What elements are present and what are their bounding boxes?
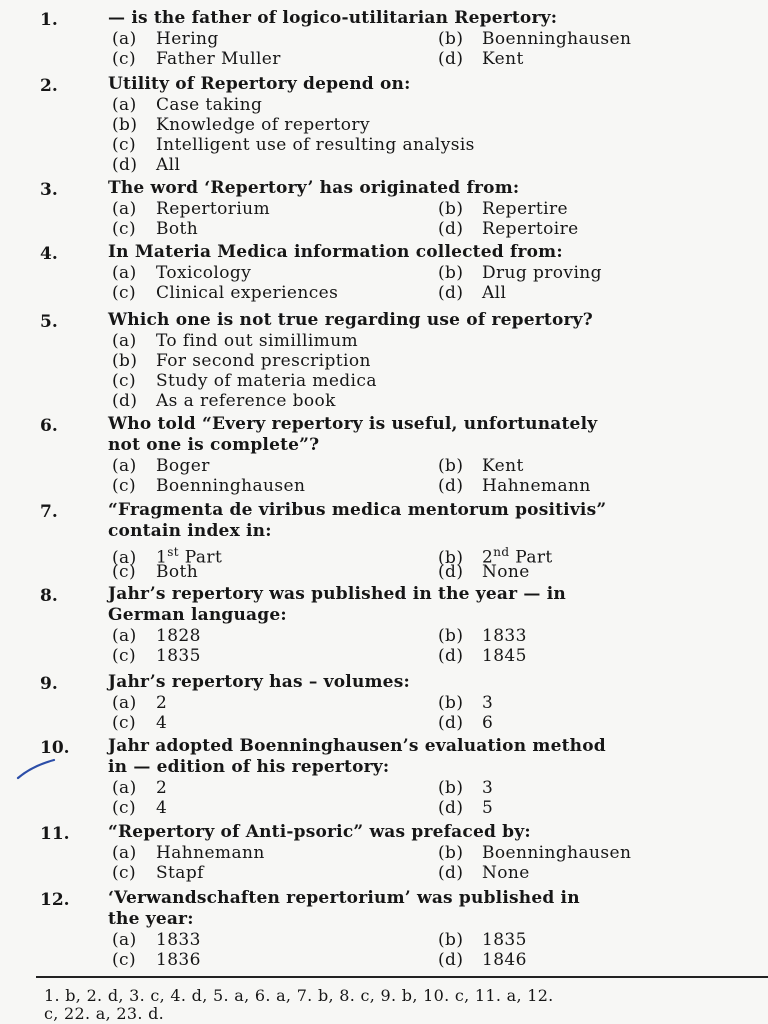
option-label: (b) xyxy=(438,930,464,950)
option-text: As a reference book xyxy=(156,391,336,411)
option-label: (d) xyxy=(438,646,464,666)
question-stem xyxy=(108,822,760,843)
answer-option xyxy=(112,476,305,496)
option-text: Both xyxy=(156,562,199,582)
option-text: Boenninghausen xyxy=(482,843,632,863)
answer-option xyxy=(112,95,262,115)
answer-option xyxy=(438,950,527,970)
option-text: 1836 xyxy=(156,950,201,970)
answer-option xyxy=(112,263,251,283)
question-stem-line: — is the father of logico-utilitarian Repertory: xyxy=(108,8,558,28)
answer-option xyxy=(112,29,219,49)
option-text: 1833 xyxy=(156,930,201,950)
question-number: 10. xyxy=(40,738,70,758)
option-label: (d) xyxy=(438,49,464,69)
option-text: All xyxy=(482,283,507,303)
question-stem xyxy=(108,672,760,693)
option-text: Both xyxy=(156,219,199,239)
option-text: 2 xyxy=(482,547,494,568)
answer-option xyxy=(438,798,493,818)
option-text: Kent xyxy=(482,456,524,476)
answer-option xyxy=(112,843,265,863)
question-stem-line: Utility of Repertory depend on: xyxy=(108,74,411,94)
question-stem xyxy=(108,310,760,331)
pen-tick-mark xyxy=(16,758,56,780)
answer-option xyxy=(438,778,493,798)
option-text: Hering xyxy=(156,29,219,49)
option-label: (b) xyxy=(112,351,138,371)
answer-option xyxy=(112,351,371,371)
question-number: 11. xyxy=(40,824,70,844)
option-text: Stapf xyxy=(156,863,204,883)
option-text: Knowledge of repertory xyxy=(156,115,370,135)
question-number: 12. xyxy=(40,890,70,910)
option-label: (b) xyxy=(438,778,464,798)
option-text: Father Muller xyxy=(156,49,281,69)
question-number: 2. xyxy=(40,76,58,96)
question-number: 5. xyxy=(40,312,58,332)
question-stem-line: in — edition of his repertory: xyxy=(108,757,390,777)
question-stem xyxy=(108,74,760,95)
question-stem xyxy=(108,414,760,456)
option-text: 1833 xyxy=(482,626,527,646)
option-text: Case taking xyxy=(156,95,263,115)
option-label: (d) xyxy=(438,713,464,733)
answer-key-line-2: c, 22. a, 23. d. xyxy=(44,1004,165,1023)
question-stem xyxy=(108,500,760,542)
question-stem xyxy=(108,8,760,29)
option-label: (c) xyxy=(112,135,136,155)
option-text: 1828 xyxy=(156,626,201,646)
option-text: Drug proving xyxy=(482,263,602,283)
option-label: (c) xyxy=(112,562,136,582)
answer-key-line-1: 1. b, 2. d, 3. c, 4. d, 5. a, 6. a, 7. b, 8. c, 9. b, 10. c, 11. a, 12. xyxy=(44,986,554,1005)
option-label: (a) xyxy=(112,626,137,646)
option-text: 4 xyxy=(156,798,168,818)
option-text: 3 xyxy=(482,693,494,713)
question-stem xyxy=(108,888,760,930)
option-label: (c) xyxy=(112,646,136,666)
option-label: (c) xyxy=(112,950,136,970)
answer-option xyxy=(112,155,180,175)
question-stem-line: Jahr’s repertory was published in the year — in xyxy=(108,584,566,604)
option-label: (c) xyxy=(112,219,136,239)
option-label: (a) xyxy=(112,456,137,476)
option-text: Boger xyxy=(156,456,210,476)
question-stem-line: ‘Verwandschaften repertorium’ was published in xyxy=(108,888,580,908)
answer-option xyxy=(112,199,270,219)
question-number: 4. xyxy=(40,244,58,264)
answer-option xyxy=(112,798,167,818)
answer-option xyxy=(112,331,358,351)
question-stem-line: the year: xyxy=(108,909,194,929)
option-label: (a) xyxy=(112,199,137,219)
answer-option xyxy=(438,626,527,646)
question-number: 7. xyxy=(40,502,58,522)
option-label: (c) xyxy=(112,49,136,69)
option-superscript: nd xyxy=(493,545,510,559)
option-label: (a) xyxy=(112,778,137,798)
answer-option xyxy=(112,713,167,733)
question-stem-line: Jahr’s repertory has – volumes: xyxy=(108,672,410,692)
question-number: 3. xyxy=(40,180,58,200)
option-label: (c) xyxy=(112,863,136,883)
answer-option xyxy=(112,693,167,713)
option-text: 6 xyxy=(482,713,494,733)
answer-option xyxy=(112,391,336,411)
option-text: 1835 xyxy=(156,646,201,666)
question-stem-line: contain index in: xyxy=(108,521,272,541)
option-label: (b) xyxy=(438,199,464,219)
option-text: None xyxy=(482,562,530,582)
question-stem-line: not one is complete”? xyxy=(108,435,320,455)
option-label: (d) xyxy=(438,798,464,818)
option-label: (b) xyxy=(438,626,464,646)
option-label: (a) xyxy=(112,331,137,351)
option-label: (b) xyxy=(438,263,464,283)
option-label: (c) xyxy=(112,798,136,818)
option-text: 1835 xyxy=(482,930,527,950)
option-text: 5 xyxy=(482,798,494,818)
option-label: (d) xyxy=(438,863,464,883)
answer-option xyxy=(438,693,493,713)
option-text: 1845 xyxy=(482,646,527,666)
answer-option xyxy=(438,713,493,733)
answer-option xyxy=(438,476,591,496)
question-stem-line: “Fragmenta de viribus medica mentorum positivis” xyxy=(108,500,607,520)
answer-option xyxy=(438,456,524,476)
option-label: (a) xyxy=(112,693,137,713)
option-label: (c) xyxy=(112,713,136,733)
question-stem xyxy=(108,178,760,199)
answer-option xyxy=(438,646,527,666)
answer-option xyxy=(112,930,201,950)
option-label: (a) xyxy=(112,843,137,863)
option-text: Repertorium xyxy=(156,199,271,219)
option-text: 2 xyxy=(156,693,168,713)
option-text-suffix: Part xyxy=(179,547,223,568)
answer-option xyxy=(438,283,506,303)
option-text: Hahnemann xyxy=(156,843,265,863)
option-label: (a) xyxy=(112,930,137,950)
option-text: Repertire xyxy=(482,199,568,219)
option-text: Repertoire xyxy=(482,219,579,239)
answer-option xyxy=(438,930,527,950)
answer-option xyxy=(112,371,377,391)
answer-option xyxy=(112,283,338,303)
question-stem-line: “Repertory of Anti-psoric” was prefaced by: xyxy=(108,822,531,842)
option-label: (d) xyxy=(112,391,138,411)
question-number: 9. xyxy=(40,674,58,694)
answer-option xyxy=(438,843,631,863)
question-stem xyxy=(108,736,760,778)
question-stem-line: German language: xyxy=(108,605,287,625)
answer-option xyxy=(112,562,198,582)
question-stem-line: Jahr adopted Boenninghausen’s evaluation method xyxy=(108,736,606,756)
question-number: 1. xyxy=(40,10,58,30)
question-stem xyxy=(108,584,760,626)
option-label: (d) xyxy=(438,950,464,970)
option-text: Hahnemann xyxy=(482,476,591,496)
answer-option xyxy=(438,49,524,69)
question-stem-line: Which one is not true regarding use of repertory? xyxy=(108,310,593,330)
answer-option xyxy=(112,626,201,646)
option-text: Boenninghausen xyxy=(156,476,306,496)
answer-option xyxy=(112,49,281,69)
answer-option xyxy=(438,199,568,219)
question-stem xyxy=(108,242,760,263)
option-text: None xyxy=(482,863,530,883)
question-number: 8. xyxy=(40,586,58,606)
question-stem-line: Who told “Every repertory is useful, unfortunately xyxy=(108,414,598,434)
option-label: (b) xyxy=(438,843,464,863)
option-label: (d) xyxy=(438,562,464,582)
option-label: (b) xyxy=(112,115,138,135)
option-text: 4 xyxy=(156,713,168,733)
option-label: (a) xyxy=(112,263,137,283)
option-text: 1 xyxy=(156,547,168,568)
question-stem-line: In Materia Medica information collected from: xyxy=(108,242,563,262)
option-text: 2 xyxy=(156,778,168,798)
option-label: (d) xyxy=(112,155,138,175)
answer-option xyxy=(112,863,204,883)
option-text: Kent xyxy=(482,49,524,69)
option-text: Study of materia medica xyxy=(156,371,377,391)
answer-option xyxy=(112,135,475,155)
answer-option xyxy=(112,456,210,476)
option-label: (b) xyxy=(438,29,464,49)
answer-option xyxy=(438,219,579,239)
option-label: (d) xyxy=(438,283,464,303)
question-number: 6. xyxy=(40,416,58,436)
answer-key-divider xyxy=(36,976,768,978)
option-text: All xyxy=(156,155,181,175)
option-superscript: st xyxy=(167,545,179,559)
option-text: To find out simillimum xyxy=(156,331,359,351)
option-text: 3 xyxy=(482,778,494,798)
answer-option xyxy=(112,115,370,135)
option-label: (d) xyxy=(438,476,464,496)
answer-option xyxy=(438,863,530,883)
answer-option xyxy=(112,950,201,970)
option-label: (a) xyxy=(112,29,137,49)
option-label: (a) xyxy=(112,95,137,115)
answer-option xyxy=(112,646,201,666)
option-label: (b) xyxy=(438,547,464,568)
option-text: For second prescription xyxy=(156,351,371,371)
option-label: (c) xyxy=(112,283,136,303)
answer-option xyxy=(112,219,198,239)
option-text: Clinical experiences xyxy=(156,283,339,303)
question-stem-line: The word ‘Repertory’ has originated from: xyxy=(108,178,520,198)
answer-option xyxy=(112,778,167,798)
option-text: Intelligent use of resulting analysis xyxy=(156,135,475,155)
option-label: (d) xyxy=(438,219,464,239)
option-text: 1846 xyxy=(482,950,527,970)
answer-option xyxy=(438,562,530,582)
option-label: (b) xyxy=(438,693,464,713)
answer-option xyxy=(438,29,631,49)
answer-option xyxy=(438,263,602,283)
option-text-suffix: Part xyxy=(509,547,553,568)
option-label: (b) xyxy=(438,456,464,476)
option-label: (c) xyxy=(112,476,136,496)
option-label: (a) xyxy=(112,547,137,568)
option-text: Boenninghausen xyxy=(482,29,632,49)
option-label: (c) xyxy=(112,371,136,391)
option-text: Toxicology xyxy=(156,263,252,283)
